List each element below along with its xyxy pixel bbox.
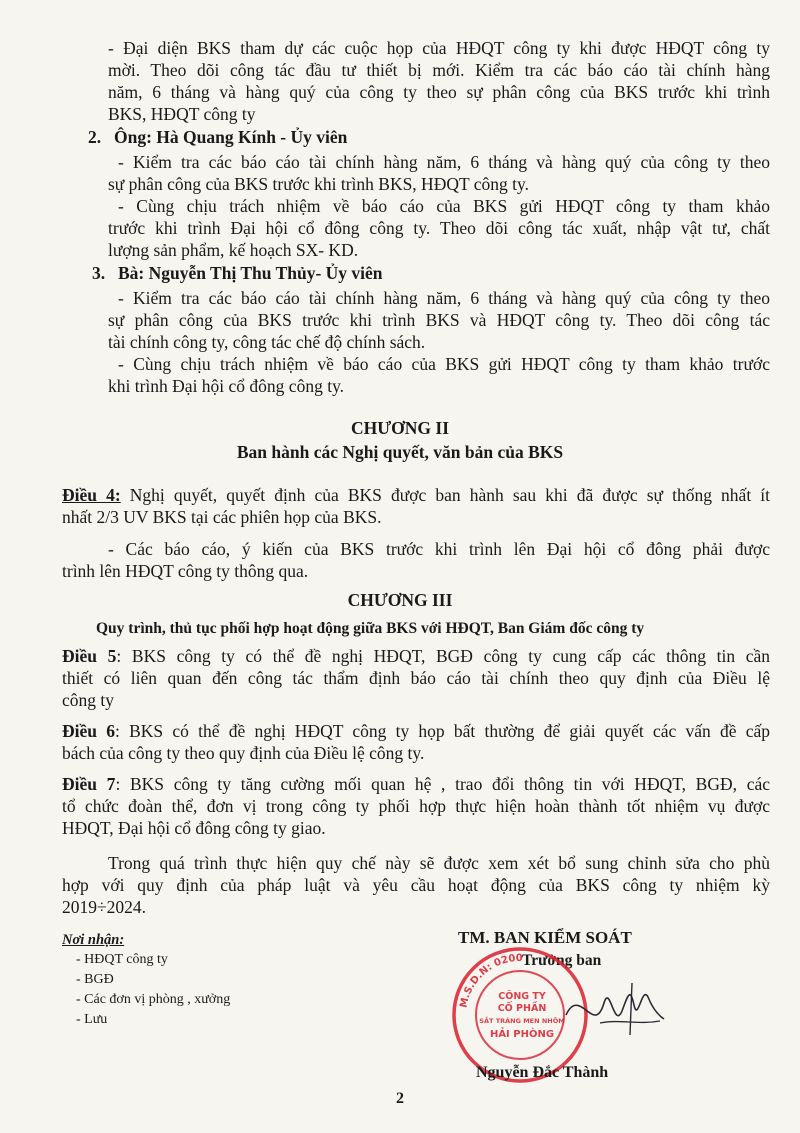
article6-text: : BKS có thể đề nghị HĐQT công ty họp bất thường để giải quyết các vấn đề cấp <box>114 721 770 741</box>
recipient-item: - HĐQT công ty <box>76 952 168 967</box>
article4-line: - Các báo cáo, ý kiến của BKS trước khi trình lên Đại hội cổ đông phải được <box>108 539 770 559</box>
member3-number: 3. <box>92 263 106 283</box>
article7-line: HĐQT, Đại hội cổ đông công ty giao. <box>62 818 326 838</box>
member1-duty-line: - Đại diện BKS tham dự các cuộc họp của HĐQT công ty khi được HĐQT công ty <box>108 38 770 58</box>
article5-line: thiết có liên quan đến công tác thẩm định báo cáo tài chính theo quy định của Điều lệ <box>62 668 770 688</box>
stamp-line-1: CÔNG TY <box>498 991 546 1002</box>
chapter3-subtitle: Quy trình, thủ tục phối hợp hoạt động giữa BKS với HĐQT, Ban Giám đốc công ty <box>96 620 645 637</box>
article7-line: tổ chức đoàn thể, đơn vị trong công ty phối hợp thực hiện hoàn thành tốt nhiệm vụ được <box>62 796 770 816</box>
article4-label: Điều 4: <box>62 485 121 505</box>
member3-duty-line: - Cùng chịu trách nhiệm về báo cáo của BKS gửi HĐQT công ty tham khảo trước <box>118 354 770 374</box>
article7-line1 <box>62 774 770 795</box>
article6-line1 <box>62 721 770 742</box>
member2-duty-line: sự phân công của BKS trước khi trình BKS, HĐQT công ty. <box>108 174 529 194</box>
member2-duty-line: - Kiểm tra các báo cáo tài chính hàng năm, 6 tháng và hàng quý của công ty theo <box>118 152 770 172</box>
member3-duty-line: sự phân công của BKS trước khi trình BKS và HĐQT công ty. Theo dõi công tác <box>108 310 770 330</box>
member2-duty-line: trước khi trình Đại hội cổ đông công ty. Theo dõi công tác xuất, nhập vật tư, chất <box>108 218 770 238</box>
recipient-item: - BGĐ <box>76 972 114 987</box>
article5-label: Điều 5 <box>62 646 117 666</box>
member1-duty-line: mời. Theo dõi công tác đầu tư thiết bị mới. Kiểm tra các báo cáo tài chính hàng <box>108 60 770 80</box>
member3-duty-line: khi trình Đại hội cổ đông công ty. <box>108 376 345 396</box>
article4-text: Nghị quyết, quyết định của BKS được ban hành sau khi đã được sự thống nhất ít <box>129 485 771 505</box>
closing-line: 2019÷2024. <box>62 897 146 917</box>
article5-line: công ty <box>62 690 115 710</box>
stamp-line-4: HẢI PHÒNG <box>489 1029 555 1040</box>
signature-org: TM. BAN KIỂM SOÁT <box>458 928 632 947</box>
article4-line1 <box>62 485 770 506</box>
member3-name: Bà: Nguyễn Thị Thu Thủy- Ủy viên <box>118 263 383 283</box>
signature-role: Trưởng ban <box>522 952 602 969</box>
member1-duty-line: BKS, HĐQT công ty <box>108 104 256 124</box>
stamp-line-2: CỔ PHẦN <box>497 1003 547 1014</box>
article5-line1 <box>62 646 770 667</box>
chapter2-subtitle: Ban hành các Nghị quyết, văn bản của BKS <box>236 442 564 462</box>
page-number: 2 <box>396 1090 404 1107</box>
recipients-title: Nơi nhận: <box>62 932 125 948</box>
recipient-item: - Lưu <box>76 1012 108 1027</box>
chapter3-title: CHƯƠNG III <box>347 590 453 610</box>
recipients-block <box>62 930 230 1030</box>
article5-text: : BKS công ty có thể đề nghị HĐQT, BGĐ công ty cung cấp các thông tin cần <box>116 646 771 666</box>
stamp-ring-text: M.S.D.N: 0200 <box>458 952 523 1009</box>
member2-number: 2. <box>88 127 102 147</box>
article4-line: trình lên HĐQT công ty thông qua. <box>62 561 309 581</box>
article7-label: Điều 7 <box>62 774 116 794</box>
member3-duty-line: tài chính công ty, công tác chế độ chính sách. <box>108 332 426 352</box>
recipient-item: - Các đơn vị phòng , xưởng <box>76 992 231 1007</box>
signature-name: Nguyễn Đắc Thành <box>476 1064 609 1081</box>
member3-heading <box>92 263 383 284</box>
closing-line: Trong quá trình thực hiện quy chế này sẽ được xem xét bổ sung chỉnh sửa cho phù <box>108 853 770 873</box>
article6-line: bách của công ty theo quy định của Điều lệ công ty. <box>62 743 425 763</box>
stamp-line-3: SẮT TRÁNG MEN NHÔM <box>479 1017 565 1025</box>
member1-duty-line: năm, 6 tháng và hàng quý của công ty theo sự phân công của BKS trước khi trình <box>108 82 770 102</box>
closing-line: hợp với quy định của pháp luật và yêu cầu hoạt động của BKS công ty nhiệm kỳ <box>62 875 770 895</box>
member2-duty-line: lượng sản phẩm, kế hoạch SX- KD. <box>108 240 359 260</box>
member2-name: Ông: Hà Quang Kính - Ủy viên <box>114 127 348 147</box>
member3-duty-line: - Kiểm tra các báo cáo tài chính hàng năm, 6 tháng và hàng quý của công ty theo <box>118 288 770 308</box>
article4-line: nhất 2/3 UV BKS tại các phiên họp của BKS. <box>62 507 382 527</box>
article7-text: : BKS công ty tăng cường mối quan hệ , trao đổi thông tin với HĐQT, BGĐ, các <box>115 774 770 794</box>
member2-heading <box>88 127 347 148</box>
handwritten-signature <box>560 975 670 1050</box>
chapter2-title: CHƯƠNG II <box>350 418 450 438</box>
article6-label: Điều 6 <box>62 721 115 741</box>
member2-duty-line: - Cùng chịu trách nhiệm về báo cáo của BKS gửi HĐQT công ty tham khảo <box>118 196 770 216</box>
